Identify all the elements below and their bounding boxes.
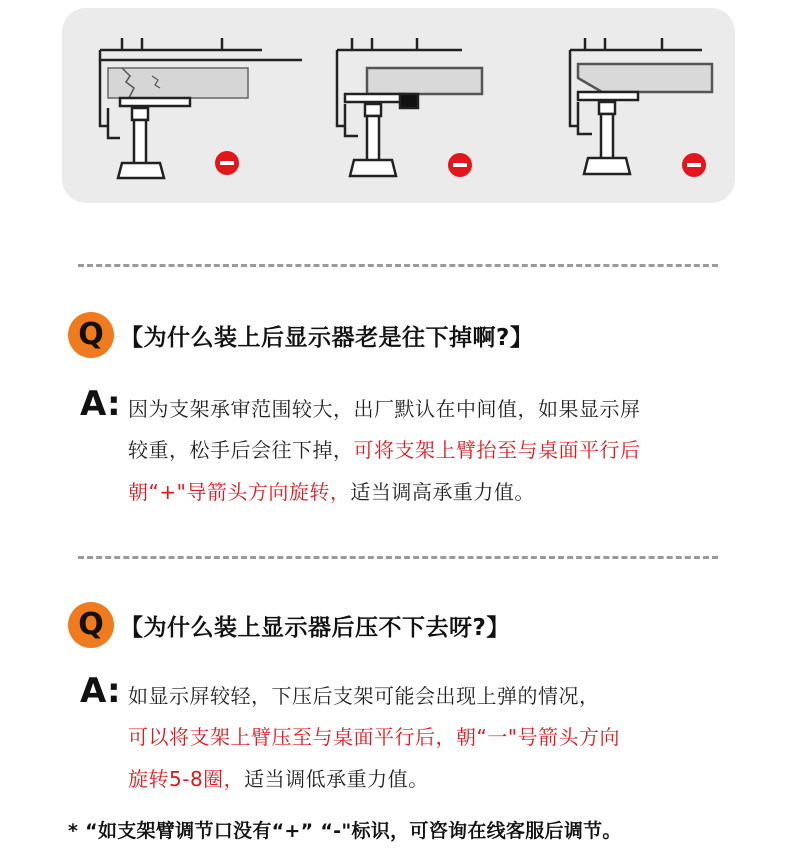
dashed-divider <box>78 264 718 267</box>
answer-line <box>128 721 620 750</box>
q-badge: Q <box>68 312 114 358</box>
answer-text: 如显示屏较轻，下压后支架可能会出现上弹的情况， <box>128 684 600 708</box>
answer-line <box>128 393 641 422</box>
q-badge: Q <box>68 602 114 648</box>
faq-question-2 <box>68 602 510 648</box>
answer-label: A: <box>80 671 121 711</box>
answer-highlight: 朝“+"导箭头方向旋转， <box>128 480 351 504</box>
answer-text: 适当调低承重力值。 <box>244 767 429 791</box>
answer-label: A: <box>80 384 121 424</box>
answer-line <box>128 680 600 709</box>
question-text: 【为什么装上显示器后压不下去呀?】 <box>120 614 510 641</box>
answer-line <box>128 763 429 792</box>
answer-text: 因为支架承审范围较大，出厂默认在中间值，如果显示屏 <box>128 397 641 421</box>
answer-highlight: 旋转5-8圈， <box>128 767 245 791</box>
answer-text: 适当调高承重力值。 <box>350 480 535 504</box>
question-text: 【为什么装上后显示器老是往下掉啊?】 <box>120 324 534 351</box>
clamp-illustration-1 <box>100 38 302 178</box>
clamp-illustrations <box>62 8 735 203</box>
answer-highlight: 可将支架上臂抬至与桌面平行后 <box>353 438 641 462</box>
answer-line <box>128 476 535 505</box>
footnote: * “如支架臂调节口没有“+” “-"标识，可咨询在线客服后调节。 <box>68 820 622 842</box>
answer-text: 较重，松手后会往下掉， <box>128 438 354 462</box>
clamp-illustration-panel <box>62 8 735 203</box>
dashed-divider <box>78 556 718 559</box>
answer-highlight: 可以将支架上臂压至与桌面平行后，朝“一"号箭头方向 <box>128 725 621 749</box>
faq-question-1 <box>68 312 533 358</box>
answer-line <box>128 434 641 463</box>
